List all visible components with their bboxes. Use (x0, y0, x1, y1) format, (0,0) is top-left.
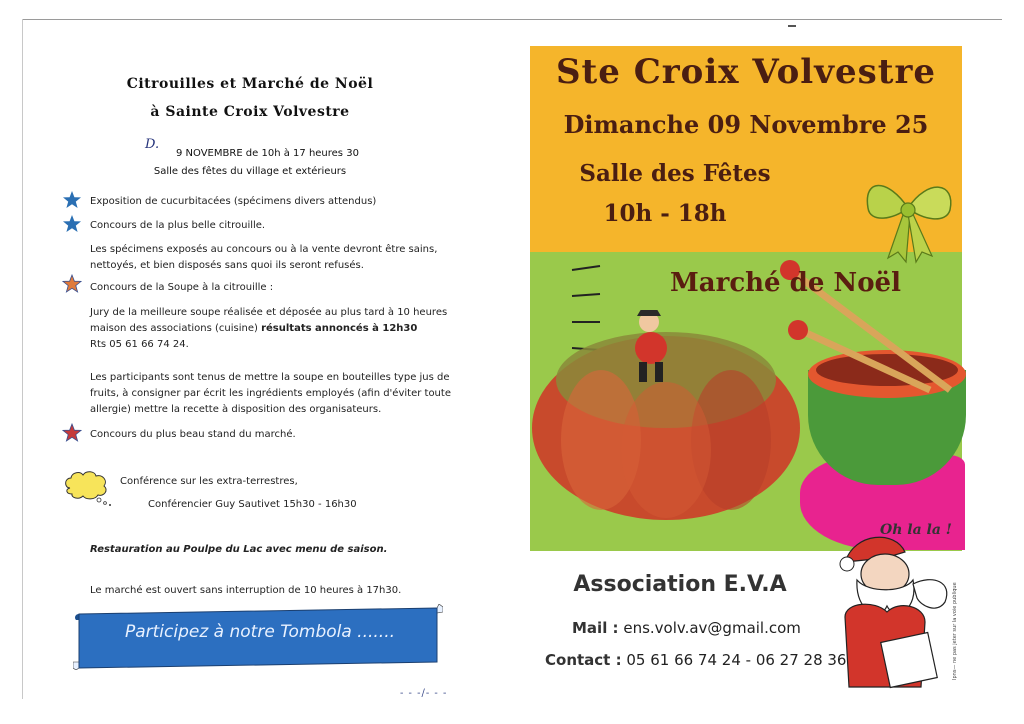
soupe-paragraph-line: Les participants sont tenus de mettre la soupe en bouteilles type jus de (90, 372, 450, 383)
poster-date: Dimanche 09 Novembre 25 (563, 110, 929, 139)
handwritten-mark: D. (145, 137, 160, 152)
santa-speech: Oh la la ! (880, 522, 952, 538)
poster-hours: 10h - 18h (603, 200, 727, 227)
contact-label: Contact : (545, 651, 622, 669)
fold-mark (788, 25, 796, 27)
flyer-title-line1: Citrouilles et Marché de Noël (126, 76, 374, 92)
list-item-citrouille: Concours de la plus belle citrouille. (90, 220, 266, 231)
legal-notice: Ipns— ne pas jeter sur la voie publique (952, 582, 958, 680)
flyer-title-line2: à Sainte Croix Volvestre (150, 104, 350, 120)
contact-line (545, 651, 866, 669)
event-date: 9 NOVEMBRE de 10h à 17 heures 30 (176, 148, 359, 159)
list-item-stand: Concours du plus beau stand du marché. (90, 429, 296, 440)
star-blue-icon (62, 214, 82, 234)
conference-speaker: Conférencier Guy Sautivet 15h30 - 16h30 (148, 499, 357, 510)
poster-venue: Salle des Fêtes (579, 160, 771, 187)
pumpkin-image (531, 310, 801, 522)
soupe-line (90, 321, 417, 337)
mail-line (572, 619, 801, 637)
gift-bow-icon (858, 168, 958, 264)
opening-hours: Le marché est ouvert sans interruption de 10 heures à 17h30. (90, 585, 402, 596)
note-line: nettoyés, et bien disposés sans quoi ils seront refusés. (90, 260, 364, 271)
page-mark: - - -/- - - (400, 688, 448, 699)
restauration-note: Restauration au Poulpe du Lac avec menu de saison. (90, 544, 388, 555)
note-line: Les spécimens exposés au concours ou à la vente devront être sains, (90, 244, 438, 255)
list-item-soupe: Concours de la Soupe à la citrouille : (90, 282, 274, 293)
event-venue: Salle des fêtes du village et extérieurs (153, 166, 347, 177)
list-item-exposition: Exposition de cucurbitacées (spécimens divers attendus) (90, 196, 377, 207)
poster-town: Ste Croix Volvestre (555, 52, 937, 92)
mail-label: Mail : (572, 619, 619, 637)
mail-value[interactable]: ens.volv.av@gmail.com (623, 619, 801, 637)
star-red-icon (62, 423, 82, 443)
soupe-paragraph-line: allergie) mettre la recette à disposition des organisateurs. (90, 404, 382, 415)
left-rule (22, 19, 23, 699)
top-rule (22, 19, 1002, 20)
soupe-phone: Rts 05 61 66 74 24. (90, 339, 189, 350)
soupe-paragraph-line: fruits, à consigner par écrit les ingrédients employés (afin d'éviter toute (90, 388, 451, 399)
poster-marche-title: Marché de Noël (670, 268, 901, 298)
association-name: Association E.V.A (573, 572, 787, 597)
conference-title: Conférence sur les extra-terrestres, (120, 476, 298, 487)
soupe-location: maison des associations (cuisine) (90, 323, 258, 334)
soupe-results: résultats annoncés à 12h30 (261, 323, 418, 334)
soupe-line: Jury de la meilleure soupe réalisée et déposée au plus tard à 10 heures (90, 307, 448, 318)
star-orange-icon (62, 274, 82, 294)
santa-claus-illustration (825, 522, 960, 692)
contact-phones: 05 61 66 74 24 - 06 27 28 36 (626, 651, 847, 669)
thought-cloud-icon (62, 470, 112, 506)
tombola-text: Participez à notre Tombola ....... (124, 622, 396, 642)
star-blue-icon (62, 190, 82, 210)
